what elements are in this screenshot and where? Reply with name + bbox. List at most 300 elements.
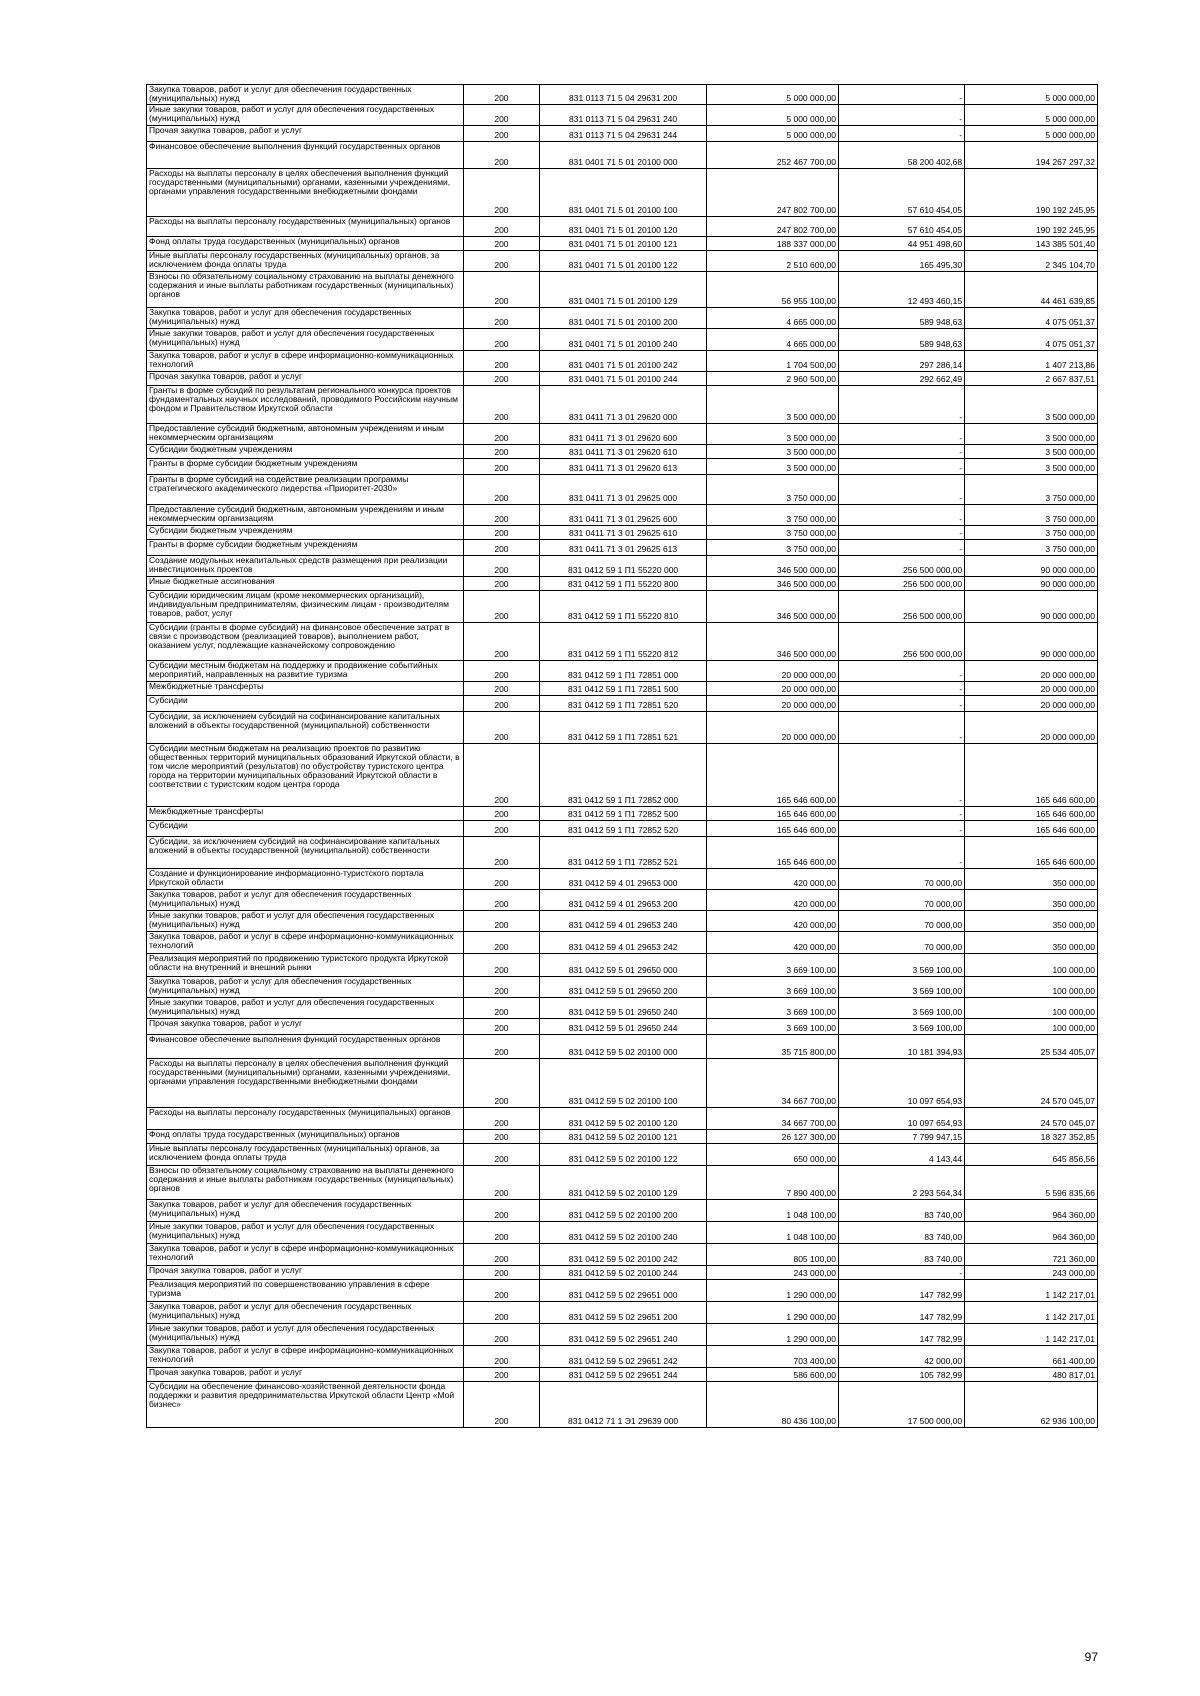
table-row: [147, 1166, 1098, 1200]
row-executed-amount: -: [839, 126, 965, 142]
row-executed-amount: 83 740,00: [839, 1200, 965, 1222]
row-line-code: 200: [464, 1346, 540, 1368]
row-approved-amount: 4 665 000,00: [707, 329, 839, 351]
row-budget-code: 831 0411 71 3 01 29620 000: [539, 386, 706, 424]
row-name: Создание и функционирование информационно-туристского портала Иркутской области: [147, 869, 464, 890]
row-approved-amount: 80 436 100,00: [707, 1382, 839, 1428]
row-executed-amount: 147 782,99: [839, 1302, 965, 1324]
row-name: Закупка товаров, работ и услуг для обеспечения государственных (муниципальных) нужд: [147, 308, 464, 329]
row-unexecuted-amount: 3 750 000,00: [965, 505, 1098, 526]
row-line-code: 200: [464, 869, 540, 890]
row-line-code: 200: [464, 308, 540, 329]
row-line-code: 200: [464, 998, 540, 1019]
row-executed-amount: 165 495,30: [839, 251, 965, 272]
row-unexecuted-amount: 1 407 213,86: [965, 351, 1098, 372]
row-approved-amount: 34 667 700,00: [707, 1059, 839, 1108]
row-budget-code: 831 0412 59 4 01 29653 240: [539, 911, 706, 932]
row-approved-amount: 3 750 000,00: [707, 540, 839, 556]
row-approved-amount: 346 500 000,00: [707, 623, 839, 661]
table-row: [147, 977, 1098, 998]
row-executed-amount: -: [839, 540, 965, 556]
row-budget-code: 831 0401 71 5 01 20100 244: [539, 372, 706, 386]
row-name: Иные бюджетные ассигнования: [147, 577, 464, 591]
table-row: [147, 1222, 1098, 1244]
row-unexecuted-amount: 1 142 217,01: [965, 1302, 1098, 1324]
row-line-code: 200: [464, 251, 540, 272]
row-approved-amount: 20 000 000,00: [707, 682, 839, 696]
row-approved-amount: 3 500 000,00: [707, 459, 839, 475]
row-line-code: 200: [464, 237, 540, 251]
row-name: Субсидии (гранты в форме субсидий) на финансовое обеспечение затрат в связи с производством (реализацией товаров), выполнением работ, оказанием услуг, подлежащие казначейскому сопровождению: [147, 623, 464, 661]
row-unexecuted-amount: 3 500 000,00: [965, 424, 1098, 445]
row-executed-amount: 10 181 394,93: [839, 1035, 965, 1059]
row-unexecuted-amount: 100 000,00: [965, 977, 1098, 998]
row-name: Прочая закупка товаров, работ и услуг: [147, 1368, 464, 1382]
row-approved-amount: 420 000,00: [707, 932, 839, 954]
row-unexecuted-amount: 24 570 045,07: [965, 1108, 1098, 1130]
row-budget-code: 831 0401 71 5 01 20100 129: [539, 272, 706, 308]
row-budget-code: 831 0412 59 4 01 29653 242: [539, 932, 706, 954]
table-row: [147, 911, 1098, 932]
row-executed-amount: -: [839, 1266, 965, 1280]
table-row: [147, 424, 1098, 445]
row-name: Межбюджетные трансферты: [147, 807, 464, 821]
row-name: Прочая закупка товаров, работ и услуг: [147, 1266, 464, 1280]
row-name: Иные закупки товаров, работ и услуг для обеспечения государственных (муниципальных) нужд: [147, 329, 464, 351]
row-budget-code: 831 0411 71 3 01 29625 600: [539, 505, 706, 526]
row-name: Закупка товаров, работ и услуг для обеспечения государственных (муниципальных) нужд: [147, 1302, 464, 1324]
row-executed-amount: 58 200 402,68: [839, 142, 965, 169]
row-unexecuted-amount: 350 000,00: [965, 911, 1098, 932]
row-executed-amount: 70 000,00: [839, 869, 965, 890]
row-approved-amount: 165 646 600,00: [707, 744, 839, 807]
row-approved-amount: 1 290 000,00: [707, 1302, 839, 1324]
row-budget-code: 831 0412 59 1 П1 72852 500: [539, 807, 706, 821]
row-budget-code: 831 0411 71 3 01 29625 000: [539, 475, 706, 505]
row-name: Создание модульных некапитальных средств размещения при реализации инвестиционных проектов: [147, 556, 464, 577]
row-budget-code: 831 0401 71 5 01 20100 000: [539, 142, 706, 169]
table-row: [147, 540, 1098, 556]
row-executed-amount: -: [839, 85, 965, 105]
row-approved-amount: 3 750 000,00: [707, 475, 839, 505]
row-budget-code: 831 0412 59 1 П1 55220 800: [539, 577, 706, 591]
row-budget-code: 831 0412 59 5 02 20100 120: [539, 1108, 706, 1130]
row-line-code: 200: [464, 475, 540, 505]
row-approved-amount: 247 802 700,00: [707, 169, 839, 217]
row-budget-code: 831 0412 59 5 01 29650 244: [539, 1019, 706, 1035]
row-unexecuted-amount: 5 000 000,00: [965, 105, 1098, 126]
row-approved-amount: 4 665 000,00: [707, 308, 839, 329]
row-executed-amount: 10 097 654,93: [839, 1108, 965, 1130]
row-approved-amount: 346 500 000,00: [707, 577, 839, 591]
row-approved-amount: 165 646 600,00: [707, 807, 839, 821]
row-line-code: 200: [464, 445, 540, 459]
row-name: Субсидии: [147, 696, 464, 712]
row-executed-amount: 105 782,99: [839, 1368, 965, 1382]
row-approved-amount: 35 715 800,00: [707, 1035, 839, 1059]
row-executed-amount: -: [839, 696, 965, 712]
row-approved-amount: 3 750 000,00: [707, 505, 839, 526]
row-executed-amount: -: [839, 526, 965, 540]
row-budget-code: 831 0412 59 5 02 20100 200: [539, 1200, 706, 1222]
row-unexecuted-amount: 100 000,00: [965, 1019, 1098, 1035]
row-unexecuted-amount: 20 000 000,00: [965, 712, 1098, 744]
row-line-code: 200: [464, 351, 540, 372]
row-line-code: 200: [464, 1324, 540, 1346]
row-name: Прочая закупка товаров, работ и услуг: [147, 372, 464, 386]
table-row: [147, 591, 1098, 623]
row-line-code: 200: [464, 505, 540, 526]
row-line-code: 200: [464, 1059, 540, 1108]
row-approved-amount: 420 000,00: [707, 890, 839, 911]
row-unexecuted-amount: 24 570 045,07: [965, 1059, 1098, 1108]
row-executed-amount: -: [839, 712, 965, 744]
row-unexecuted-amount: 964 360,00: [965, 1222, 1098, 1244]
row-executed-amount: 44 951 498,60: [839, 237, 965, 251]
table-row: [147, 459, 1098, 475]
row-executed-amount: -: [839, 661, 965, 682]
row-name: Прочая закупка товаров, работ и услуг: [147, 1019, 464, 1035]
row-name: Реализация мероприятий по совершенствованию управления в сфере туризма: [147, 1280, 464, 1302]
row-executed-amount: 12 493 460,15: [839, 272, 965, 308]
table-row: [147, 308, 1098, 329]
row-approved-amount: 1 290 000,00: [707, 1280, 839, 1302]
row-name: Закупка товаров, работ и услуг в сфере информационно-коммуникационных технологий: [147, 1346, 464, 1368]
row-budget-code: 831 0411 71 3 01 29625 613: [539, 540, 706, 556]
table-row: [147, 998, 1098, 1019]
row-budget-code: 831 0411 71 3 01 29625 610: [539, 526, 706, 540]
row-budget-code: 831 0412 59 1 П1 72851 521: [539, 712, 706, 744]
row-executed-amount: 7 799 947,15: [839, 1130, 965, 1144]
row-approved-amount: 20 000 000,00: [707, 661, 839, 682]
row-name: Гранты в форме субсидии бюджетным учреждениям: [147, 540, 464, 556]
row-budget-code: 831 0412 59 5 02 29651 242: [539, 1346, 706, 1368]
row-approved-amount: 1 048 100,00: [707, 1200, 839, 1222]
table-row: [147, 696, 1098, 712]
row-name: Расходы на выплаты персоналу в целях обеспечения выполнения функций государственными (муниципальными) органами, казенными учреждениями, органами управления государственными внебюджетными фондами: [147, 169, 464, 217]
row-name: Фонд оплаты труда государственных (муниципальных) органов: [147, 237, 464, 251]
row-name: Финансовое обеспечение выполнения функций государственных органов: [147, 1035, 464, 1059]
table-row: [147, 1266, 1098, 1280]
row-line-code: 200: [464, 1108, 540, 1130]
row-unexecuted-amount: 3 500 000,00: [965, 445, 1098, 459]
row-approved-amount: 243 000,00: [707, 1266, 839, 1280]
table-row: [147, 85, 1098, 105]
row-unexecuted-amount: 243 000,00: [965, 1266, 1098, 1280]
row-line-code: 200: [464, 372, 540, 386]
row-name: Закупка товаров, работ и услуг в сфере информационно-коммуникационных технологий: [147, 351, 464, 372]
row-line-code: 200: [464, 459, 540, 475]
row-budget-code: 831 0412 59 1 П1 72851 000: [539, 661, 706, 682]
row-line-code: 200: [464, 126, 540, 142]
row-executed-amount: -: [839, 505, 965, 526]
row-approved-amount: 165 646 600,00: [707, 837, 839, 869]
row-name: Субсидии на обеспечение финансово-хозяйственной деятельности фонда поддержки и развития предпринимательства Иркутской области Центр «Мой бизнес»: [147, 1382, 464, 1428]
row-name: Реализация мероприятий по продвижению туристского продукта Иркутской области на внутренний и внешний рынки: [147, 954, 464, 977]
row-budget-code: 831 0412 59 1 П1 55220 812: [539, 623, 706, 661]
table-row: [147, 556, 1098, 577]
row-executed-amount: 3 569 100,00: [839, 1019, 965, 1035]
row-name: Расходы на выплаты персоналу в целях обеспечения выполнения функций государственными (муниципальными) органами, казенными учреждениями, органами управления государственными внебюджетными фондами: [147, 1059, 464, 1108]
row-unexecuted-amount: 964 360,00: [965, 1200, 1098, 1222]
row-executed-amount: 70 000,00: [839, 911, 965, 932]
row-name: Иные закупки товаров, работ и услуг для обеспечения государственных (муниципальных) нужд: [147, 105, 464, 126]
table-row: [147, 1346, 1098, 1368]
row-unexecuted-amount: 350 000,00: [965, 890, 1098, 911]
row-approved-amount: 3 669 100,00: [707, 977, 839, 998]
row-approved-amount: 3 500 000,00: [707, 424, 839, 445]
row-approved-amount: 420 000,00: [707, 869, 839, 890]
table-row: [147, 821, 1098, 837]
row-approved-amount: 1 704 500,00: [707, 351, 839, 372]
row-name: Закупка товаров, работ и услуг для обеспечения государственных (муниципальных) нужд: [147, 890, 464, 911]
row-name: Субсидии бюджетным учреждениям: [147, 526, 464, 540]
row-line-code: 200: [464, 890, 540, 911]
row-approved-amount: 2 510 600,00: [707, 251, 839, 272]
row-name: Иные закупки товаров, работ и услуг для обеспечения государственных (муниципальных) нужд: [147, 1324, 464, 1346]
row-executed-amount: 3 569 100,00: [839, 977, 965, 998]
row-name: Субсидии, за исключением субсидий на софинансирование капитальных вложений в объекты государственной (муниципальной) собственности: [147, 837, 464, 869]
row-budget-code: 831 0412 59 5 02 29651 200: [539, 1302, 706, 1324]
row-budget-code: 831 0113 71 5 04 29631 244: [539, 126, 706, 142]
row-approved-amount: 247 802 700,00: [707, 217, 839, 237]
row-budget-code: 831 0401 71 5 01 20100 120: [539, 217, 706, 237]
table-row: [147, 1324, 1098, 1346]
row-budget-code: 831 0412 59 5 02 29651 000: [539, 1280, 706, 1302]
row-unexecuted-amount: 62 936 100,00: [965, 1382, 1098, 1428]
row-executed-amount: 3 569 100,00: [839, 954, 965, 977]
row-line-code: 200: [464, 556, 540, 577]
row-name: Иные выплаты персоналу государственных (муниципальных) органов, за исключением фонда оплаты труда: [147, 1144, 464, 1166]
row-name: Фонд оплаты труда государственных (муниципальных) органов: [147, 1130, 464, 1144]
row-budget-code: 831 0412 59 5 02 29651 240: [539, 1324, 706, 1346]
row-budget-code: 831 0412 59 5 01 29650 240: [539, 998, 706, 1019]
row-executed-amount: 83 740,00: [839, 1222, 965, 1244]
table-row: [147, 329, 1098, 351]
row-name: Субсидии местным бюджетам на реализацию проектов по развитию общественных территорий муниципальных образований Иркутской области, в том числе мероприятий (результатов) по обустройству туристского центра города на территории муниципальных образований Иркутской области в соответствии с туристским кодом центра города: [147, 744, 464, 807]
row-executed-amount: 256 500 000,00: [839, 577, 965, 591]
row-budget-code: 831 0412 59 5 02 20100 244: [539, 1266, 706, 1280]
row-name: Взносы по обязательному социальному страхованию на выплаты денежного содержания и иные выплаты работникам государственных (муниципальных) органов: [147, 1166, 464, 1200]
row-name: Субсидии местным бюджетам на поддержку и продвижение событийных мероприятий, направленных на развитие туризма: [147, 661, 464, 682]
row-name: Гранты в форме субсидии бюджетным учреждениям: [147, 459, 464, 475]
row-approved-amount: 26 127 300,00: [707, 1130, 839, 1144]
row-budget-code: 831 0113 71 5 04 29631 240: [539, 105, 706, 126]
table-row: [147, 1035, 1098, 1059]
row-name: Межбюджетные трансферты: [147, 682, 464, 696]
table-row: [147, 126, 1098, 142]
row-approved-amount: 20 000 000,00: [707, 712, 839, 744]
row-unexecuted-amount: 661 400,00: [965, 1346, 1098, 1368]
row-approved-amount: 56 955 100,00: [707, 272, 839, 308]
row-line-code: 200: [464, 954, 540, 977]
row-name: Прочая закупка товаров, работ и услуг: [147, 126, 464, 142]
row-budget-code: 831 0412 59 5 02 20100 100: [539, 1059, 706, 1108]
row-unexecuted-amount: 4 075 051,37: [965, 308, 1098, 329]
row-unexecuted-amount: 44 461 639,85: [965, 272, 1098, 308]
table-row: [147, 1200, 1098, 1222]
row-unexecuted-amount: 3 500 000,00: [965, 459, 1098, 475]
row-unexecuted-amount: 90 000 000,00: [965, 623, 1098, 661]
row-name: Закупка товаров, работ и услуг для обеспечения государственных (муниципальных) нужд: [147, 977, 464, 998]
row-approved-amount: 420 000,00: [707, 911, 839, 932]
row-executed-amount: 589 948,63: [839, 308, 965, 329]
row-line-code: 200: [464, 1166, 540, 1200]
row-unexecuted-amount: 5 000 000,00: [965, 85, 1098, 105]
row-name: Иные закупки товаров, работ и услуг для обеспечения государственных (муниципальных) нужд: [147, 911, 464, 932]
row-unexecuted-amount: 90 000 000,00: [965, 556, 1098, 577]
row-approved-amount: 3 500 000,00: [707, 445, 839, 459]
row-unexecuted-amount: 90 000 000,00: [965, 591, 1098, 623]
row-name: Закупка товаров, работ и услуг для обеспечения государственных (муниципальных) нужд: [147, 85, 464, 105]
table-row: [147, 807, 1098, 821]
row-executed-amount: -: [839, 386, 965, 424]
table-row: [147, 526, 1098, 540]
row-executed-amount: 3 569 100,00: [839, 998, 965, 1019]
row-unexecuted-amount: 2 667 837,51: [965, 372, 1098, 386]
row-executed-amount: 42 000,00: [839, 1346, 965, 1368]
row-executed-amount: 17 500 000,00: [839, 1382, 965, 1428]
page-number: 97: [1084, 1650, 1098, 1664]
table-body: [147, 85, 1098, 1428]
table-row: [147, 237, 1098, 251]
row-executed-amount: 256 500 000,00: [839, 556, 965, 577]
row-line-code: 200: [464, 911, 540, 932]
row-name: Расходы на выплаты персоналу государственных (муниципальных) органов: [147, 217, 464, 237]
table-row: [147, 1144, 1098, 1166]
row-approved-amount: 252 467 700,00: [707, 142, 839, 169]
row-line-code: 200: [464, 386, 540, 424]
row-unexecuted-amount: 25 534 405,07: [965, 1035, 1098, 1059]
row-unexecuted-amount: 143 385 501,40: [965, 237, 1098, 251]
row-line-code: 200: [464, 217, 540, 237]
row-budget-code: 831 0412 59 5 01 29650 200: [539, 977, 706, 998]
row-approved-amount: 3 750 000,00: [707, 526, 839, 540]
table-row: [147, 1302, 1098, 1324]
row-approved-amount: 650 000,00: [707, 1144, 839, 1166]
row-name: Взносы по обязательному социальному страхованию на выплаты денежного содержания и иные выплаты работникам государственных (муниципальных) органов: [147, 272, 464, 308]
row-executed-amount: 83 740,00: [839, 1244, 965, 1266]
row-approved-amount: 5 000 000,00: [707, 105, 839, 126]
table-row: [147, 577, 1098, 591]
row-approved-amount: 34 667 700,00: [707, 1108, 839, 1130]
row-line-code: 200: [464, 1035, 540, 1059]
table-row: [147, 251, 1098, 272]
row-line-code: 200: [464, 807, 540, 821]
table-row: [147, 372, 1098, 386]
table-row: [147, 105, 1098, 126]
table-row: [147, 623, 1098, 661]
row-unexecuted-amount: 194 267 297,32: [965, 142, 1098, 169]
table-row: [147, 169, 1098, 217]
table-row: [147, 272, 1098, 308]
row-unexecuted-amount: 5 596 835,66: [965, 1166, 1098, 1200]
row-executed-amount: -: [839, 424, 965, 445]
row-line-code: 200: [464, 1244, 540, 1266]
row-budget-code: 831 0401 71 5 01 20100 200: [539, 308, 706, 329]
table-row: [147, 445, 1098, 459]
row-executed-amount: 589 948,63: [839, 329, 965, 351]
row-unexecuted-amount: 2 345 104,70: [965, 251, 1098, 272]
row-executed-amount: 256 500 000,00: [839, 623, 965, 661]
row-budget-code: 831 0412 59 5 02 29651 244: [539, 1368, 706, 1382]
row-unexecuted-amount: 3 500 000,00: [965, 386, 1098, 424]
row-unexecuted-amount: 1 142 217,01: [965, 1280, 1098, 1302]
row-executed-amount: 57 610 454,05: [839, 169, 965, 217]
row-line-code: 200: [464, 623, 540, 661]
row-line-code: 200: [464, 977, 540, 998]
row-executed-amount: 70 000,00: [839, 890, 965, 911]
row-budget-code: 831 0412 59 5 02 20100 240: [539, 1222, 706, 1244]
row-unexecuted-amount: 100 000,00: [965, 954, 1098, 977]
row-unexecuted-amount: 350 000,00: [965, 932, 1098, 954]
row-line-code: 200: [464, 272, 540, 308]
row-name: Расходы на выплаты персоналу государственных (муниципальных) органов: [147, 1108, 464, 1130]
table-row: [147, 1059, 1098, 1108]
row-budget-code: 831 0401 71 5 01 20100 122: [539, 251, 706, 272]
row-executed-amount: 292 662,49: [839, 372, 965, 386]
row-approved-amount: 5 000 000,00: [707, 85, 839, 105]
table-row: [147, 869, 1098, 890]
row-line-code: 200: [464, 1200, 540, 1222]
row-executed-amount: -: [839, 807, 965, 821]
table-row: [147, 661, 1098, 682]
row-budget-code: 831 0412 59 1 П1 72852 521: [539, 837, 706, 869]
row-executed-amount: -: [839, 459, 965, 475]
row-approved-amount: 1 290 000,00: [707, 1324, 839, 1346]
row-line-code: 200: [464, 1019, 540, 1035]
row-approved-amount: 1 048 100,00: [707, 1222, 839, 1244]
row-unexecuted-amount: 20 000 000,00: [965, 661, 1098, 682]
row-executed-amount: -: [839, 837, 965, 869]
row-executed-amount: -: [839, 445, 965, 459]
row-name: Предоставление субсидий бюджетным, автономным учреждениям и иным некоммерческим организациям: [147, 424, 464, 445]
row-line-code: 200: [464, 591, 540, 623]
table-row: [147, 954, 1098, 977]
row-line-code: 200: [464, 1368, 540, 1382]
row-budget-code: 831 0411 71 3 01 29620 600: [539, 424, 706, 445]
row-unexecuted-amount: 3 750 000,00: [965, 540, 1098, 556]
row-line-code: 200: [464, 105, 540, 126]
row-line-code: 200: [464, 424, 540, 445]
row-line-code: 200: [464, 821, 540, 837]
row-executed-amount: -: [839, 475, 965, 505]
row-budget-code: 831 0113 71 5 04 29631 200: [539, 85, 706, 105]
row-approved-amount: 703 400,00: [707, 1346, 839, 1368]
row-unexecuted-amount: 90 000 000,00: [965, 577, 1098, 591]
row-unexecuted-amount: 165 646 600,00: [965, 837, 1098, 869]
row-unexecuted-amount: 165 646 600,00: [965, 821, 1098, 837]
row-budget-code: 831 0412 59 4 01 29653 000: [539, 869, 706, 890]
row-line-code: 200: [464, 682, 540, 696]
row-executed-amount: 2 293 564,34: [839, 1166, 965, 1200]
row-line-code: 200: [464, 837, 540, 869]
row-budget-code: 831 0411 71 3 01 29620 610: [539, 445, 706, 459]
row-approved-amount: 805 100,00: [707, 1244, 839, 1266]
row-unexecuted-amount: 165 646 600,00: [965, 744, 1098, 807]
row-name: Субсидии бюджетным учреждениям: [147, 445, 464, 459]
row-executed-amount: 10 097 654,93: [839, 1059, 965, 1108]
row-executed-amount: 70 000,00: [839, 932, 965, 954]
table-row: [147, 217, 1098, 237]
row-executed-amount: 4 143,44: [839, 1144, 965, 1166]
row-name: Предоставление субсидий бюджетным, автономным учреждениям и иным некоммерческим организациям: [147, 505, 464, 526]
row-executed-amount: -: [839, 821, 965, 837]
row-line-code: 200: [464, 1266, 540, 1280]
table-row: [147, 142, 1098, 169]
row-line-code: 200: [464, 661, 540, 682]
row-name: Закупка товаров, работ и услуг для обеспечения государственных (муниципальных) нужд: [147, 1200, 464, 1222]
